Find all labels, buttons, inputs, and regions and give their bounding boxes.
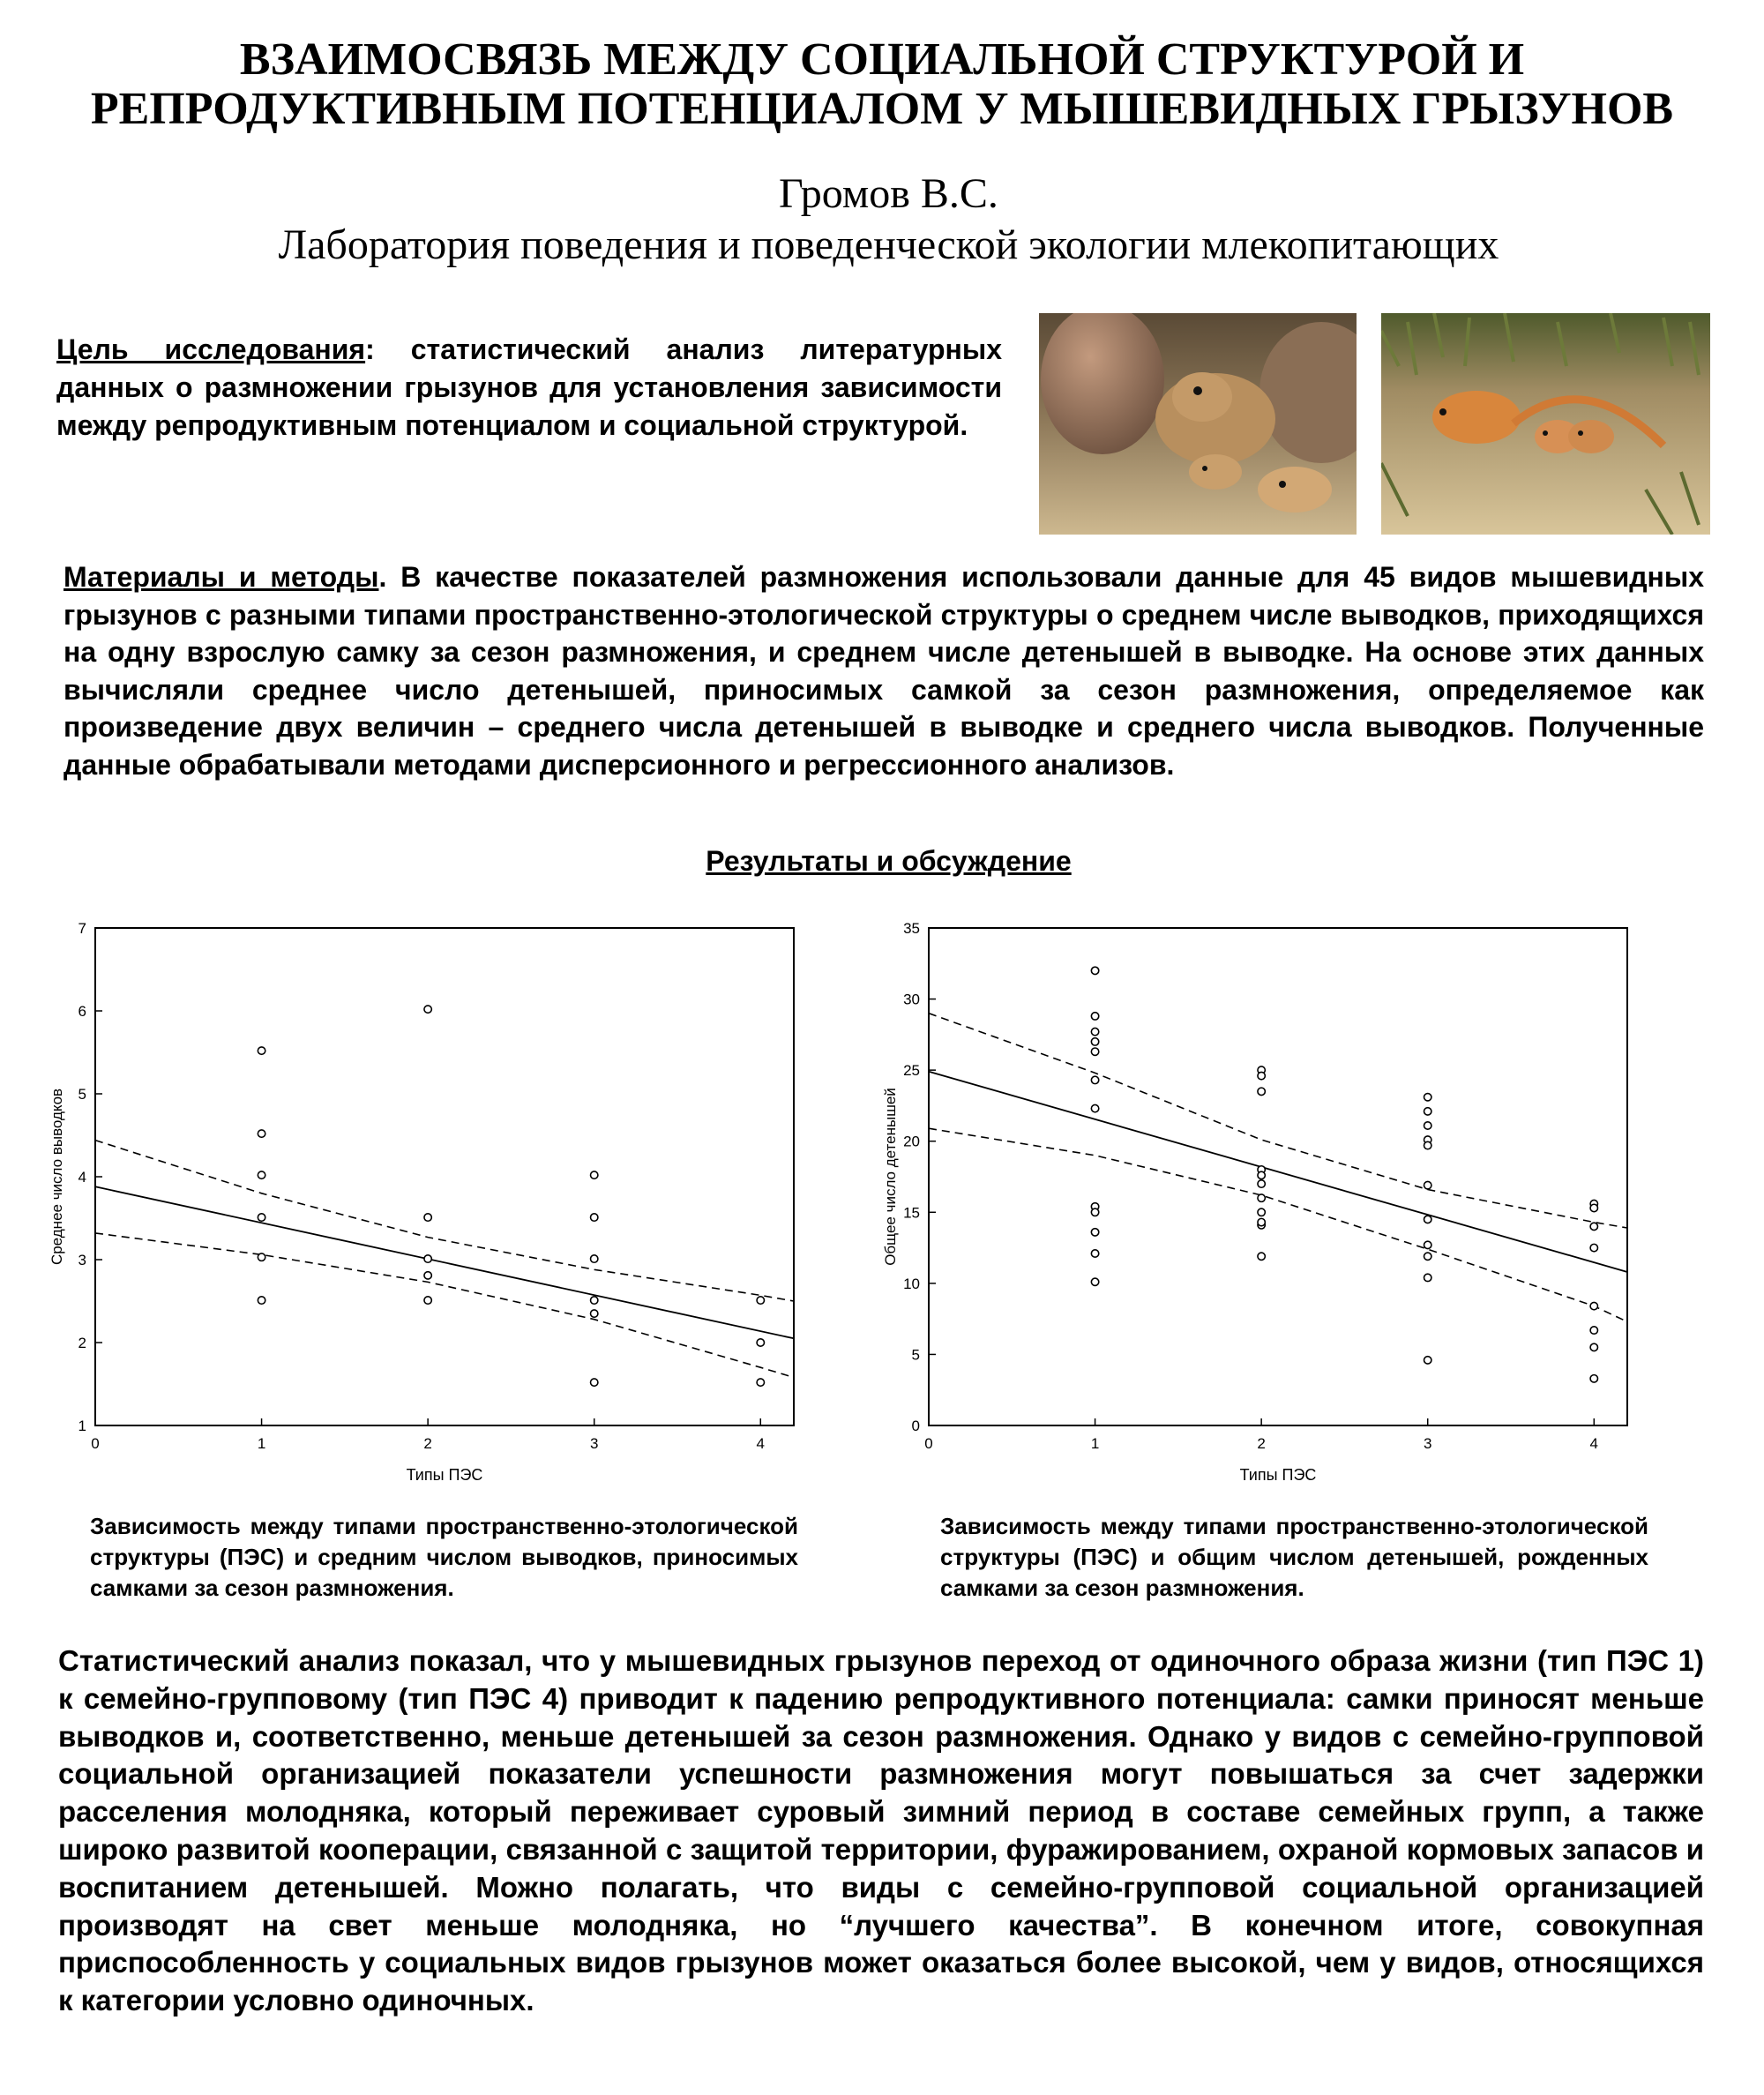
chart-offspring-x-tick-label: 4 [1589,1435,1599,1452]
chart-offspring-y-axis-label: Общее число детенышей [882,1088,899,1266]
chart-broods-data-point [424,1272,431,1279]
author-name: Громов В.С. [779,170,998,217]
chart-offspring-confidence-lower-line [929,1128,1627,1321]
chart-broods-x-tick-label: 0 [91,1435,100,1452]
chart-offspring-data-point [1424,1253,1431,1260]
chart-broods-data-point [258,1047,265,1054]
chart-offspring-y-tick-label: 35 [903,920,920,937]
chart-offspring-y-tick-label: 10 [903,1275,920,1292]
chart-offspring-data-point [1424,1141,1431,1149]
chart-broods-data-point [591,1310,598,1317]
chart-broods-data-point [591,1297,598,1304]
title-line-1: ВЗАИМОСВЯЗЬ МЕЖДУ СОЦИАЛЬНОЙ СТРУКТУРОЙ И [239,34,1525,85]
chart-broods-y-tick-label: 6 [78,1003,86,1020]
chart-offspring-data-point [1091,1278,1098,1285]
chart-broods-data-point [591,1379,598,1386]
chart-offspring-data-point [1424,1216,1431,1223]
chart-offspring-data-point [1590,1375,1597,1382]
chart-offspring-data-point [1590,1244,1597,1251]
methods-paragraph [64,558,1704,783]
chart-broods-regression-line [95,1186,794,1338]
chart-offspring-data-point [1091,1048,1098,1055]
chart-broods-y-axis-label: Среднее число выводков [49,1088,65,1266]
chart-offspring-data-point [1424,1122,1431,1129]
chart-broods-data-point [591,1255,598,1262]
chart-broods-confidence-upper-line [95,1141,794,1301]
chart-offspring-data-point [1258,1072,1265,1079]
chart-offspring-x-tick-label: 1 [1090,1435,1100,1452]
chart-broods-x-tick-label: 4 [756,1435,766,1452]
chart-offspring-svg [869,917,1715,1482]
chart-offspring-data-point [1590,1223,1597,1230]
goal-lead: Цель исследования [56,333,366,365]
chart-broods-y-tick-label: 3 [78,1252,86,1268]
conclusion-paragraph: Статистический анализ показал, что у мышевидных грызунов переход от одиночного образа жизни (тип ПЭС 1) к семейно-групповому (тип ПЭС 4) приводит к падению репродуктивного потенциала: самки приносят меньше выводков и, соответственно, меньше детенышей за сезон размножения. Однако у видов с семейно-групповой социальной организацией показатели успешности размножения могут повышаться за счет задержки расселения молодняка, который переживает суровый зимний период в составе семейных групп, а также широко развитой кооперации, связанной с защитой территории, фуражированием, охраной кормовых запасов и воспитанием детенышей. Можно полагать, что виды с семейно-групповой социальной организацией производят на свет меньше молодняка, но “лучшего качества”. В конечном итоге, совокупная приспособленность у социальных видов грызунов может оказаться более высокой, чем у видов, относящихся к категории условно одиночных. [58,1644,1704,2017]
chart-offspring-data-point [1091,1028,1098,1035]
chart-offspring-data-point [1258,1088,1265,1095]
chart-offspring-x-axis-label: Типы ПЭС [1239,1466,1317,1482]
methods-lead: Материалы и методы [64,561,379,593]
chart-broods-y-tick-label: 2 [78,1335,86,1351]
chart-offspring-data-point [1258,1253,1265,1260]
chart-offspring-data-point [1424,1181,1431,1188]
chart-broods-caption: Зависимость между типами пространственно-этологической структуры (ПЭС) и средним числом выводков, приносимых самками за сезон размножения. [90,1513,798,1601]
chart-broods-data-point [591,1171,598,1178]
chart-broods-data-point [424,1006,431,1013]
chart-offspring-data-point [1424,1241,1431,1248]
chart-offspring-confidence-upper-line [929,1014,1627,1228]
chart-broods-y-tick-label: 5 [78,1086,86,1103]
title-line-2: РЕПРОДУКТИВНЫМ ПОТЕНЦИАЛОМ У МЫШЕВИДНЫХ ГРЫЗУНОВ [90,84,1674,134]
chart-broods-y-tick-label: 7 [78,920,86,937]
chart-broods-x-tick-label: 2 [423,1435,432,1452]
chart-broods-data-point [258,1253,265,1261]
photo-gerbils-walking [1381,313,1710,535]
results-heading: Результаты и обсуждение [706,845,1072,877]
chart-offspring-caption: Зависимость между типами пространственно-этологической структуры (ПЭС) и общим числом детенышей, рожденных самками за сезон размножения. [940,1513,1648,1601]
laboratory-name: Лаборатория поведения и поведенческой экологии млекопитающих [278,221,1499,268]
chart-broods-data-point [424,1297,431,1304]
goal-text: : статистический анализ литературных данных о размножении грызунов для установления зависимости между репродуктивным потенциалом и социальной структурой. [56,333,1003,441]
chart-broods-svg [35,917,882,1482]
chart-broods-plot-frame [95,928,794,1425]
chart-broods-data-point [424,1255,431,1262]
methods-text: . В качестве показателей размножения использовали данные для 45 видов мышевидных грызунов с разными типами пространственно-этологической структуры о среднем числе выводков, приходящихся на одну взрослую самку за сезон размножения, и среднем числе детенышей в выводке. На основе этих данных вычисляли среднее число детенышей, приносимых самкой за сезон размножения, определяемое как произведение двух величин – среднего числа детенышей в выводке и среднего числа выводков. Полученные данные обрабатывали методами дисперсионного и регрессионного анализов. [64,561,1705,781]
chart-offspring-y-tick-label: 0 [911,1418,920,1434]
chart-offspring [869,917,1715,1482]
chart-broods-confidence-lower-line [95,1233,794,1378]
chart-offspring-data-point [1258,1171,1265,1178]
chart-offspring-plot-frame [929,928,1627,1425]
chart-offspring-data-point [1258,1208,1265,1216]
chart-offspring-data-point [1258,1218,1265,1225]
chart-broods-data-point [757,1379,764,1386]
goal-paragraph [56,331,1002,445]
chart-offspring-data-point [1424,1108,1431,1115]
chart-broods-x-tick-label: 3 [589,1435,599,1452]
chart-offspring-data-point [1590,1343,1597,1351]
chart-offspring-data-point [1091,967,1098,974]
chart-offspring-data-point [1091,1208,1098,1216]
chart-offspring-data-point [1258,1194,1265,1201]
chart-offspring-data-point [1091,1250,1098,1257]
chart-offspring-x-tick-label: 2 [1257,1435,1266,1452]
chart-offspring-data-point [1424,1274,1431,1281]
chart-offspring-y-tick-label: 15 [903,1204,920,1222]
chart-offspring-data-point [1091,1229,1098,1236]
chart-offspring-y-tick-label: 5 [911,1346,920,1364]
chart-offspring-data-point [1424,1094,1431,1101]
chart-offspring-x-tick-label: 0 [924,1435,933,1452]
gerbil-adult [1432,391,1521,444]
chart-broods-y-tick-label: 1 [78,1418,86,1434]
chart-offspring-data-point [1590,1302,1597,1309]
chart-offspring-data-point [1590,1327,1597,1334]
chart-broods-x-axis-label: Типы ПЭС [406,1466,483,1482]
chart-offspring-data-point [1258,1180,1265,1187]
chart-broods-data-point [591,1214,598,1221]
chart-offspring-y-tick-label: 20 [903,1133,920,1150]
chart-broods-data-point [258,1214,265,1221]
chart-offspring-data-point [1091,1076,1098,1083]
chart-broods-data-point [757,1297,764,1304]
photo-gerbil-with-pups [1039,313,1357,535]
chart-broods-x-tick-label: 1 [257,1435,266,1452]
chart-offspring-data-point [1590,1204,1597,1211]
chart-broods [35,917,882,1482]
chart-broods-data-point [258,1171,265,1178]
chart-offspring-data-point [1091,1104,1098,1111]
chart-offspring-x-tick-label: 3 [1423,1435,1432,1452]
chart-offspring-y-tick-label: 30 [903,991,920,1008]
poster-title [35,35,1729,134]
chart-offspring-y-tick-label: 25 [903,1062,920,1080]
chart-broods-data-point [258,1130,265,1137]
chart-offspring-data-point [1091,1038,1098,1045]
chart-broods-data-point [258,1297,265,1304]
chart-broods-data-point [757,1339,764,1346]
chart-broods-data-point [424,1214,431,1221]
chart-offspring-data-point [1424,1357,1431,1364]
chart-offspring-data-point [1091,1013,1098,1020]
chart-broods-y-tick-label: 4 [78,1169,86,1186]
chart-offspring-regression-line [929,1072,1627,1272]
